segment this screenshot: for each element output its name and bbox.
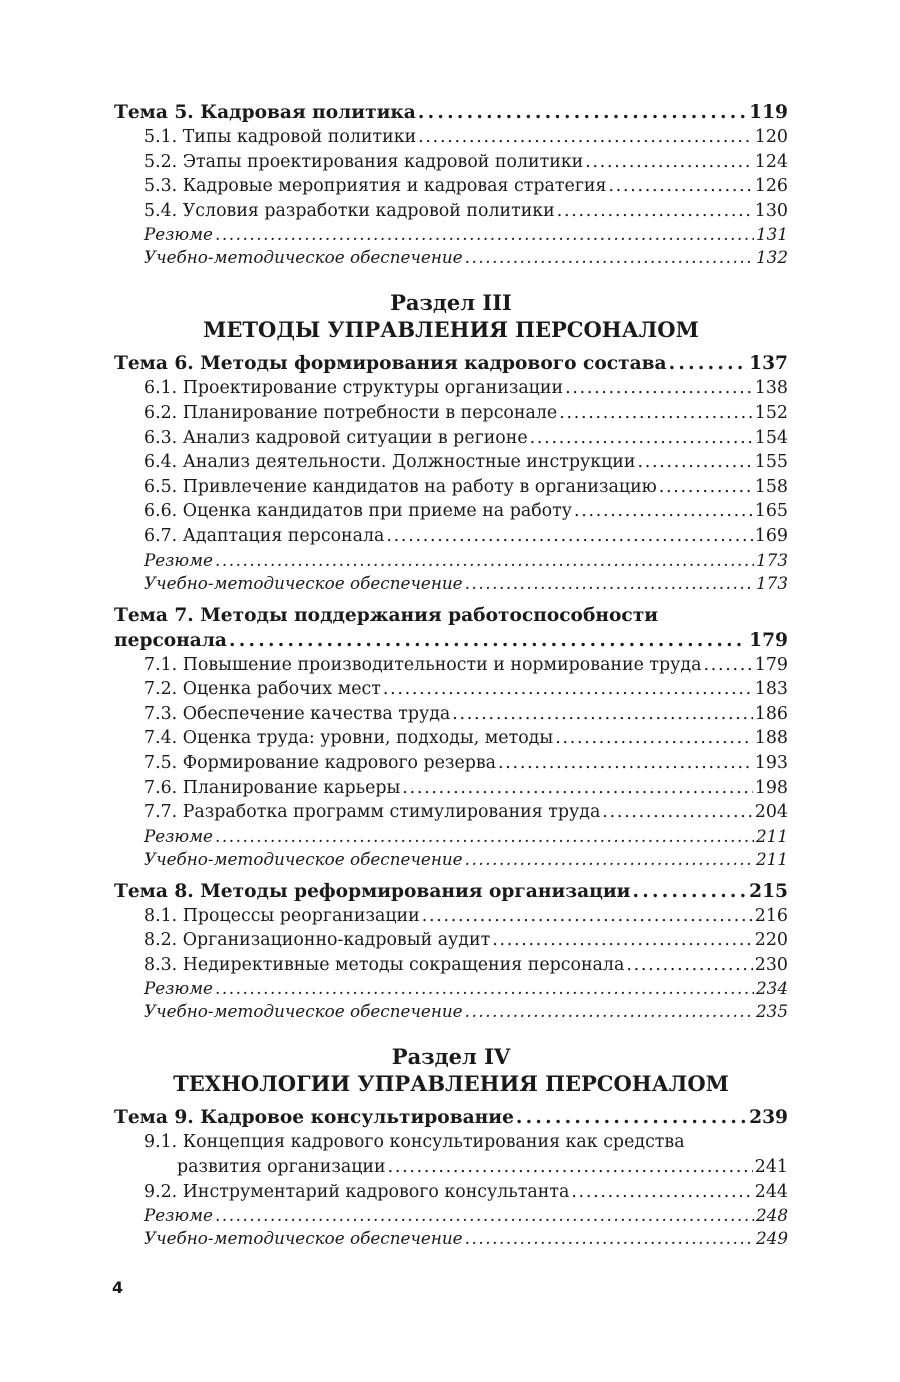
item-label: 9.2. Инструментарий кадрового консультанта	[144, 1181, 570, 1202]
page-ref: 230	[754, 954, 788, 975]
topic-title-line-1: Тема 7. Методы поддержания работоспособности	[114, 604, 659, 626]
page-ref: 235	[755, 1001, 788, 1022]
page-ref: 234	[755, 978, 788, 999]
toc-item	[114, 702, 788, 727]
toc-item	[114, 524, 788, 549]
item-label: 7.5. Формирование кадрового резерва	[144, 752, 497, 773]
toc-item	[114, 450, 788, 475]
page-ref: 132	[755, 247, 788, 268]
item-label: 5.1. Типы кадровой политики	[144, 127, 417, 147]
toc-summary	[114, 825, 788, 848]
dot-leader	[609, 174, 753, 199]
item-label: 9.1. Концепция кадрового консультирования как средства	[144, 1132, 685, 1153]
page-ref: 126	[754, 176, 788, 197]
dot-leader	[229, 628, 747, 653]
dot-leader	[637, 450, 752, 475]
page-ref: 188	[754, 728, 788, 749]
toc-support	[114, 1000, 788, 1023]
toc-item	[114, 928, 788, 953]
dot-leader	[388, 1155, 753, 1180]
dot-leader	[492, 928, 753, 953]
page-ref: 138	[754, 378, 788, 399]
item-label: Учебно-методическое обеспечение	[144, 848, 463, 869]
dot-leader	[452, 702, 753, 727]
dot-leader	[626, 953, 752, 978]
item-label: 7.2. Оценка рабочих мест	[144, 679, 381, 700]
dot-leader	[669, 351, 748, 376]
topic-title: Тема 6. Методы формирования кадрового состава	[114, 353, 667, 375]
toc-item	[114, 475, 788, 500]
dot-leader	[555, 726, 753, 751]
item-label: 5.4. Условия разработки кадровой политики	[144, 200, 555, 221]
page-ref: 220	[754, 930, 788, 951]
topic-title-line-2: персонала	[114, 629, 227, 651]
dot-leader	[215, 223, 754, 246]
toc-item	[114, 776, 788, 801]
page-ref: 152	[754, 402, 788, 423]
toc-support	[114, 246, 788, 269]
item-label: Резюме	[144, 1205, 213, 1226]
toc-item	[114, 376, 788, 401]
page-ref: 169	[754, 525, 788, 546]
toc-summary	[114, 1204, 788, 1227]
toc-item	[114, 125, 788, 150]
table-of-contents	[114, 100, 788, 1250]
page-number: 4	[112, 1278, 124, 1297]
dot-leader	[659, 475, 753, 500]
item-label: Резюме	[144, 224, 213, 245]
item-label: 8.2. Организационно-кадровый аудит	[144, 930, 491, 951]
topic-title: Тема 9. Кадровое консультирование	[114, 1107, 514, 1129]
toc-topic-6	[114, 351, 788, 376]
dot-leader	[383, 677, 753, 702]
dot-leader	[215, 825, 754, 848]
item-label: 5.3. Кадровые мероприятия и кадровая стратегия	[144, 176, 607, 197]
dot-leader	[632, 879, 747, 904]
page-ref: 204	[754, 802, 788, 823]
item-label: 5.2. Этапы проектирования кадровой политики	[144, 151, 584, 172]
item-label: 7.4. Оценка труда: уровни, подходы, методы	[144, 728, 554, 749]
toc-item	[114, 800, 788, 825]
dot-leader	[418, 100, 747, 125]
dot-leader	[215, 1204, 754, 1227]
toc-summary	[114, 977, 788, 1000]
topic-title: Тема 8. Методы реформирования организации	[114, 880, 631, 902]
dot-leader	[571, 1180, 752, 1205]
item-label: Учебно-методическое обеспечение	[144, 247, 463, 268]
toc-support	[114, 572, 788, 595]
dot-leader	[465, 1000, 754, 1023]
section-heading: Раздел III	[390, 290, 512, 316]
section-header-3	[114, 289, 788, 343]
page-ref: 211	[755, 848, 788, 869]
page-ref: 131	[755, 224, 788, 245]
toc-item	[114, 904, 788, 929]
item-label: 6.3. Анализ кадровой ситуации в регионе	[144, 427, 528, 448]
toc-item	[114, 499, 788, 524]
page-ref: 173	[755, 549, 788, 570]
item-label: 6.2. Планирование потребности в персонале	[144, 402, 558, 423]
page-ref: 179	[754, 654, 788, 675]
item-label: Резюме	[144, 549, 213, 570]
item-label: Учебно-методическое обеспечение	[144, 1228, 463, 1249]
dot-leader	[574, 499, 753, 524]
dot-leader	[215, 549, 754, 572]
toc-item	[114, 199, 788, 224]
item-label: развития организации	[177, 1157, 386, 1178]
page-ref: 124	[754, 151, 788, 172]
toc-summary	[114, 223, 788, 246]
item-label: 6.6. Оценка кандидатов при приеме на работу	[144, 501, 572, 522]
dot-leader	[465, 572, 754, 595]
page-ref: 155	[754, 452, 788, 473]
page-ref: 130	[754, 200, 788, 221]
dot-leader	[465, 246, 754, 269]
page-ref: 198	[754, 777, 788, 798]
dot-leader	[498, 751, 753, 776]
page-ref: 193	[754, 752, 788, 773]
page-ref: 120	[754, 127, 788, 147]
page-ref: 158	[754, 476, 788, 497]
toc-item	[114, 1180, 788, 1205]
item-label: 6.4. Анализ деятельности. Должностные инструкции	[144, 452, 636, 473]
page-ref: 179	[749, 629, 788, 651]
page-ref: 239	[749, 1107, 788, 1129]
dot-leader	[559, 401, 753, 426]
item-label: Учебно-методическое обеспечение	[144, 572, 463, 593]
dot-leader	[516, 1105, 747, 1130]
toc-item	[114, 426, 788, 451]
toc-topic-8	[114, 879, 788, 904]
item-label: 7.1. Повышение производительности и нормирование труда	[144, 654, 702, 675]
toc-topic-7	[114, 628, 788, 653]
dot-leader	[602, 800, 752, 825]
toc-support	[114, 1227, 788, 1250]
item-label: 7.3. Обеспечение качества труда	[144, 703, 451, 724]
section-title: ТЕХНОЛОГИИ УПРАВЛЕНИЯ ПЕРСОНАЛОМ	[173, 1071, 729, 1097]
section-title: МЕТОДЫ УПРАВЛЕНИЯ ПЕРСОНАЛОМ	[203, 317, 699, 343]
toc-item	[114, 953, 788, 978]
dot-leader	[704, 653, 753, 678]
item-label: 6.5. Привлечение кандидатов на работу в организацию	[144, 476, 657, 497]
toc-item	[114, 401, 788, 426]
item-label: 8.1. Процессы реорганизации	[144, 905, 420, 926]
toc-item	[114, 174, 788, 199]
toc-summary	[114, 549, 788, 572]
toc-topic-5	[114, 100, 788, 125]
page-ref: 244	[754, 1181, 788, 1202]
toc-item	[114, 726, 788, 751]
dot-leader	[530, 426, 753, 451]
item-label: 6.7. Адаптация персонала	[144, 525, 385, 546]
page-ref: 249	[755, 1228, 788, 1249]
dot-leader	[422, 904, 753, 929]
topic-title: Тема 5. Кадровая политика	[114, 102, 416, 123]
item-label: 7.6. Планирование карьеры	[144, 777, 401, 798]
page-ref: 241	[754, 1157, 788, 1178]
toc-support	[114, 848, 788, 871]
section-header-4	[114, 1043, 788, 1097]
dot-leader	[565, 376, 753, 401]
dot-leader	[465, 1227, 754, 1250]
page-ref: 119	[749, 102, 788, 123]
page-ref: 215	[749, 880, 788, 902]
dot-leader	[386, 524, 752, 549]
section-heading: Раздел IV	[391, 1044, 511, 1070]
page-ref: 173	[755, 572, 788, 593]
toc-topic-9	[114, 1105, 788, 1130]
toc-item	[114, 150, 788, 175]
page-ref: 186	[754, 703, 788, 724]
dot-leader	[402, 776, 752, 801]
page-ref: 154	[754, 427, 788, 448]
dot-leader	[418, 125, 753, 150]
dot-leader	[585, 150, 753, 175]
toc-item	[114, 751, 788, 776]
toc-item	[114, 677, 788, 702]
dot-leader	[465, 848, 754, 871]
item-label: 8.3. Недирективные методы сокращения персонала	[144, 954, 625, 975]
page-ref: 137	[749, 353, 788, 375]
toc-item	[114, 653, 788, 678]
page-ref: 183	[754, 679, 788, 700]
dot-leader	[215, 977, 754, 1000]
page-ref: 216	[754, 905, 788, 926]
toc-item-line-2	[114, 1155, 788, 1180]
page-ref: 211	[755, 825, 788, 846]
item-label: Резюме	[144, 825, 213, 846]
item-label: Учебно-методическое обеспечение	[144, 1001, 463, 1022]
page-ref: 248	[755, 1205, 788, 1226]
item-label: Резюме	[144, 978, 213, 999]
toc-item-line-1	[114, 1130, 788, 1155]
page-ref: 165	[754, 501, 788, 522]
item-label: 6.1. Проектирование структуры организации	[144, 378, 564, 399]
dot-leader	[557, 199, 753, 224]
item-label: 7.7. Разработка программ стимулирования труда	[144, 802, 601, 823]
